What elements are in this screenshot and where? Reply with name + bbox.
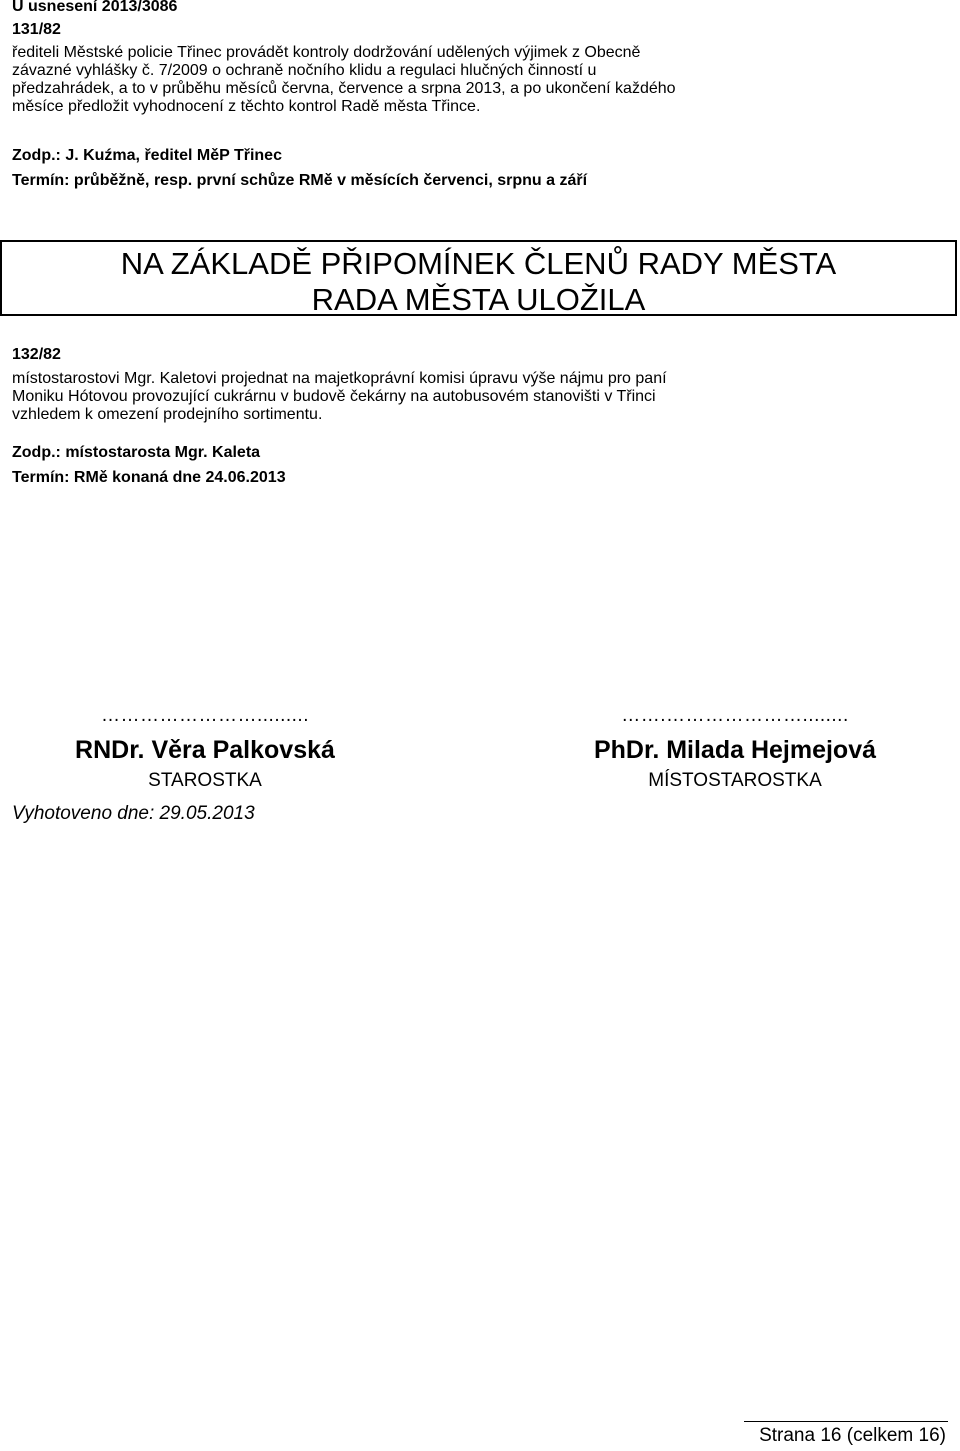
signature-block-mayor	[40, 705, 370, 792]
resolution-number: 131/82	[12, 21, 61, 38]
resolution-responsible: Zodp.: J. Kuźma, ředitel MěP Třinec	[12, 147, 282, 164]
resolution-deadline: Termín: průběžně, resp. první schůze RMě v měsících červenci, srpnu a září	[12, 172, 588, 189]
signature-block-deputy	[570, 705, 900, 792]
footer-rule	[744, 1421, 948, 1422]
resolution-body-line: závazné vyhlášky č. 7/2009 o ochraně nočního klidu a regulaci hlučných činností u	[12, 62, 597, 79]
section-header-box	[0, 240, 957, 316]
signatory-role: STAROSTKA	[148, 770, 262, 791]
resolution-body	[12, 44, 948, 116]
page-number: Strana 16 (celkem 16)	[759, 1425, 946, 1446]
resolution-body-line: vzhledem k omezení prodejního sortimentu.	[12, 406, 323, 423]
section-header-line1: NA ZÁKLADĚ PŘIPOMÍNEK ČLENŮ RADY MĚSTA	[120, 246, 837, 281]
resolution-deadline: Termín: RMě konaná dne 24.06.2013	[12, 469, 286, 486]
resolution-responsible: Zodp.: místostarosta Mgr. Kaleta	[12, 444, 261, 461]
resolution-body-line: řediteli Městské policie Třinec provádět kontroly dodržování udělených výjimek z Obecně	[12, 44, 641, 61]
signature-line: …….…………………........	[621, 705, 849, 726]
resolution-body-line: Moniku Hótovou provozující cukrárnu v budově čekárny na autobusovém stanovišti v Třinci	[12, 388, 656, 405]
signature-line: …………………….........	[100, 705, 309, 726]
prepared-date: Vyhotoveno dne: 29.05.2013	[12, 803, 255, 824]
signatory-name: PhDr. Milada Hejmejová	[593, 736, 877, 764]
signatory-name: RNDr. Věra Palkovská	[75, 736, 335, 764]
signatory-role: MÍSTOSTAROSTKA	[648, 770, 822, 791]
resolution-number: 132/82	[12, 346, 61, 363]
resolution-body-line: měsíce předložit vyhodnocení z těchto kontrol Radě města Třince.	[12, 98, 481, 115]
section-header-line2: RADA MĚSTA ULOŽILA	[311, 282, 646, 317]
resolution-body	[12, 370, 948, 424]
resolution-heading: U usnesení 2013/3086	[12, 0, 178, 15]
resolution-body-line: předzahrádek, a to v průběhu měsíců června, července a srpna 2013, a po ukončení každého	[12, 80, 676, 97]
resolution-body-line: místostarostovi Mgr. Kaletovi projednat na majetkoprávní komisi úpravu výše nájmu pro paní	[12, 370, 667, 387]
